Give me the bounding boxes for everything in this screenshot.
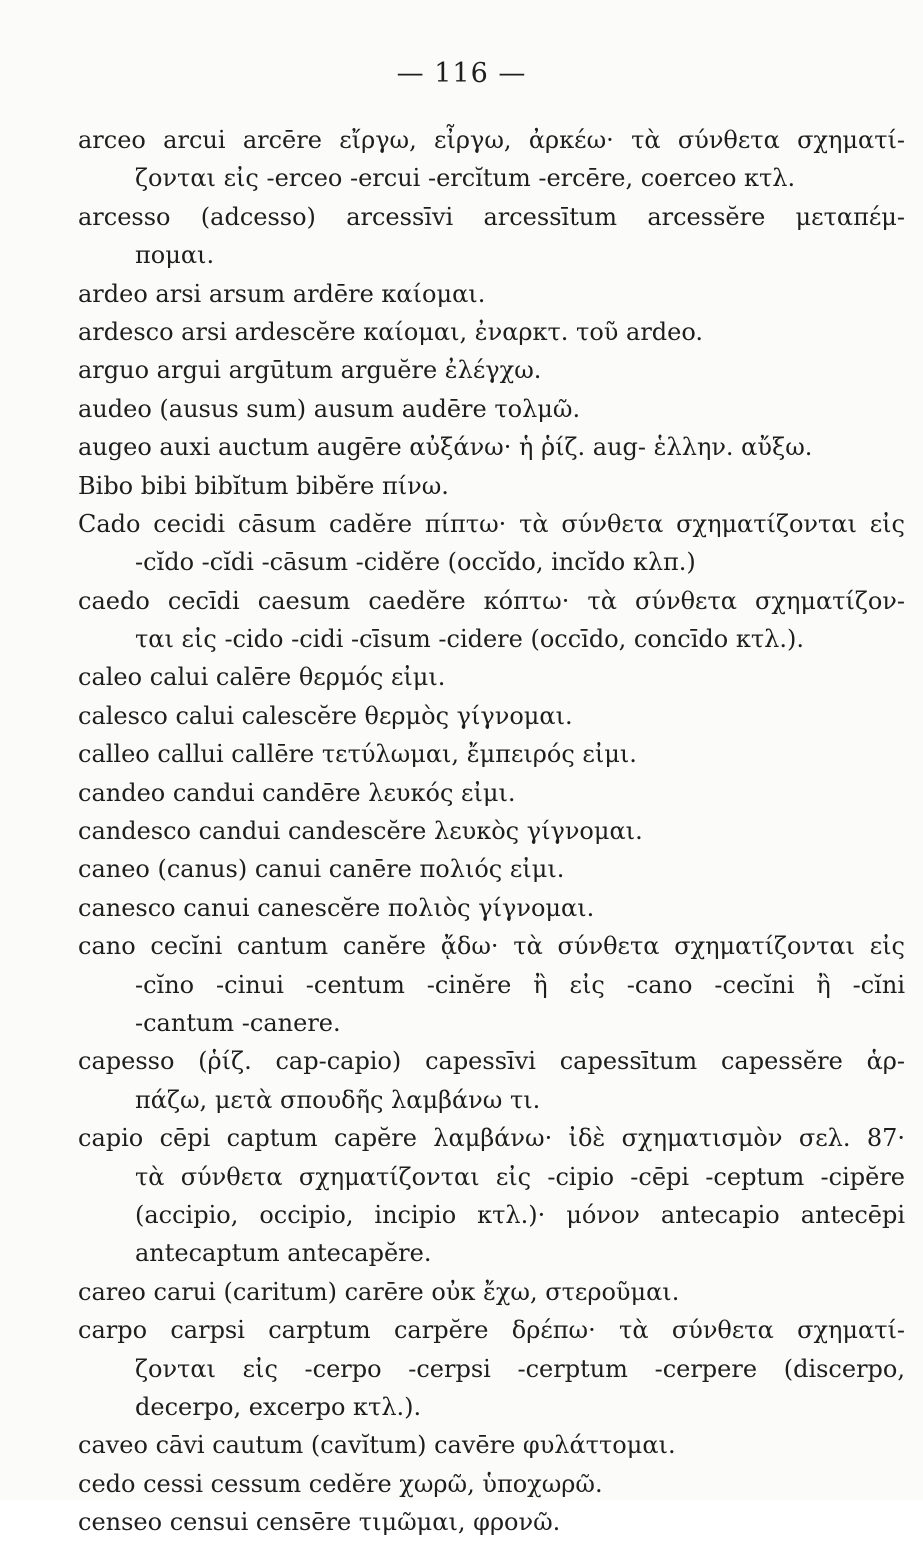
text-line: arceo arcui arcēre εἴργω, εἶργω, ἀρκέω· τὰ σύνθετα σχηματί- [78,126,905,154]
text-line: calleo callui callēre τετύλωμαι, ἔμπειρός εἰμι. [78,740,637,769]
page-number: — 116 — [396,58,527,89]
text-line: canesco canui canescĕre πολιὸς γίγνομαι. [78,893,595,922]
text-line: caveo cāvi cautum (cavĭtum) cavēre φυλάττομαι. [78,1431,676,1460]
text-line: ζονται εἰς -cerpo -cerpsi -cerptum -cerpere (discerpo, [135,1354,905,1383]
text-line: cano cecĭni cantum canĕre ᾄδω· τὰ σύνθετα σχηματίζονται εἰς [78,932,905,961]
text-line: ardesco arsi ardescĕre καίομαι, ἐναρκτ. τοῦ ardeo. [78,317,704,346]
text-line: arguo argui argūtum arguĕre ἐλέγχω. [78,356,542,385]
text-line: decerpo, excerpo κτλ.). [135,1392,422,1421]
text-line: -cĭdo -cĭdi -cāsum -cidĕre (occĭdo, incĭdo κλπ.) [135,548,696,577]
text-line: caedo cecīdi caesum caedĕre κόπτω· τὰ σύνθετα σχηματίζον- [78,586,905,615]
text-line: censeo censui censēre τιμῶμαι, φρονῶ. [78,1508,561,1537]
dictionary-entries [0,121,923,1541]
text-line: caleo calui calēre θερμός εἰμι. [78,663,446,692]
text-line: capio cēpi captum capĕre λαμβάνω· ἰδὲ σχηματισμὸν σελ. 87· [78,1124,905,1153]
text-line: caneo (canus) canui canēre πολιός εἰμι. [78,855,565,884]
text-line: ζονται εἰς -erceo -ercui -ercĭtum -ercēre, coerceo κτλ. [135,164,796,193]
text-line: carpo carpsi carptum carpĕre δρέπω· τὰ σύνθετα σχηματί- [78,1316,905,1345]
text-line: (accipio, occipio, incipio κτλ.)· μόνον antecapio antecēpi [135,1200,905,1229]
text-line: candesco candui candescĕre λευκὸς γίγνομαι. [78,817,643,846]
text-line: capesso (ῥίζ. cap-capio) capessīvi capessītum capessĕre ἁρ- [78,1047,905,1076]
text-line: τὰ σύνθετα σχηματίζονται εἰς -cipio -cēpi -ceptum -cipĕre [135,1162,905,1191]
text-line: cedo cessi cessum cedĕre χωρῶ, ὑποχωρῶ. [78,1469,603,1498]
text-line: ardeo arsi arsum ardēre καίομαι. [78,279,486,308]
text-line: candeo candui candēre λευκός εἰμι. [78,778,516,807]
text-line: calesco calui calescĕre θερμὸς γίγνομαι. [78,701,573,730]
text-line: audeo (ausus sum) ausum audēre τολμῶ. [78,394,581,423]
text-line: -cantum -canere. [135,1008,341,1037]
text-line: augeo auxi auctum augēre αὐξάνω· ἡ ῥίζ. aug- ἑλλην. αὔξω. [78,433,813,462]
text-line: Cado cecidi cāsum cadĕre πίπτω· τὰ σύνθετα σχηματίζονται εἰς [78,509,905,538]
text-line: πομαι. [135,241,215,270]
text-line: Bibo bibi bibĭtum bibĕre πίνω. [78,471,449,500]
text-line: careo carui (caritum) carēre οὐκ ἔχω, στεροῦμαι. [78,1277,680,1306]
text-line: antecaptum antecapĕre. [135,1239,432,1268]
text-line: ται εἰς -cido -cidi -cīsum -cidere (occīdo, concīdo κτλ.). [135,625,804,654]
text-line: πάζω, μετὰ σπουδῆς λαμβάνω τι. [135,1085,541,1114]
text-line: arcesso (adcesso) arcessīvi arcessītum arcessĕre μεταπέμ- [78,202,905,231]
text-line: -cĭno -cinui -centum -cinĕre ἢ εἰς -cano -cecĭni ἢ -cĭni [135,970,905,999]
